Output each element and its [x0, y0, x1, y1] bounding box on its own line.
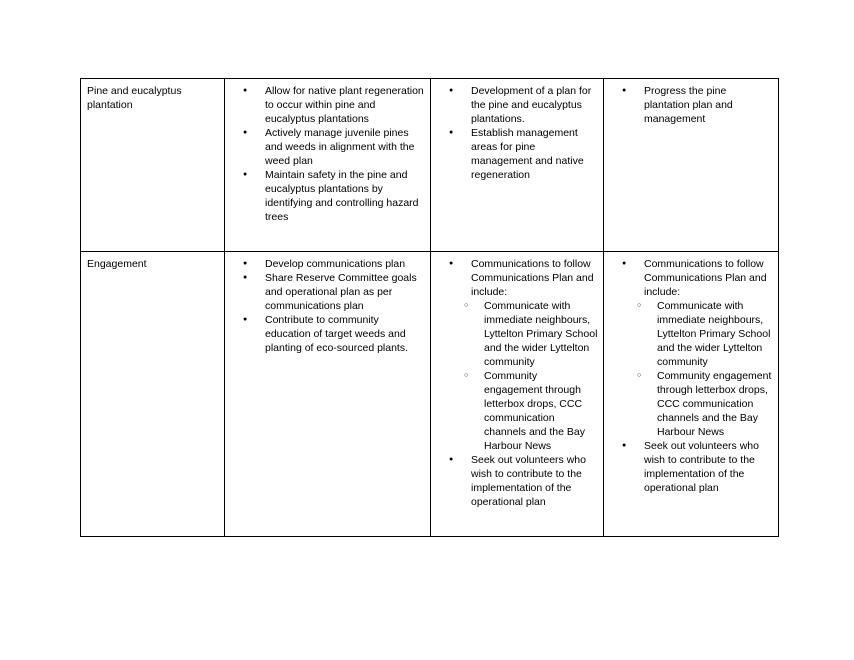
bullet-icon: ●: [449, 87, 454, 94]
list-item-text: Progress the pine plantation plan and management: [644, 85, 733, 125]
row-label-cell: Pine and eucalyptus plantation: [81, 79, 225, 252]
sub-list-item: [436, 369, 598, 453]
list-item: [436, 84, 598, 126]
list-item-text: Seek out volunteers who wish to contribute to the implementation of the operational plan: [471, 454, 586, 508]
sub-list-item: [609, 369, 773, 439]
bullet-icon: ●: [622, 87, 627, 94]
bullet-icon: ●: [622, 260, 627, 267]
bullet-icon: ●: [243, 260, 248, 267]
circle-bullet-icon: ○: [464, 302, 469, 309]
plan-cell: [431, 79, 604, 252]
bullet-list: [609, 84, 773, 126]
bullet-icon: ●: [243, 129, 248, 136]
list-item: [230, 257, 425, 271]
list-item-text: Share Reserve Committee goals and operational plan as per communications plan: [265, 272, 417, 312]
bullet-list: [436, 257, 598, 509]
list-item-text: Contribute to community education of target weeds and planting of eco-sourced plants.: [265, 314, 409, 354]
list-item: [609, 84, 773, 126]
list-item: [609, 257, 773, 299]
list-item: [436, 126, 598, 182]
bullet-icon: ●: [243, 171, 248, 178]
list-item: [230, 84, 425, 126]
list-item: [230, 126, 425, 168]
list-item: [230, 313, 425, 355]
list-item: [436, 257, 598, 299]
list-item: [609, 439, 773, 495]
list-item-text: Communicate with immediate neighbours, Lyttelton Primary School and the wider Lyttelton community: [484, 300, 598, 368]
list-item-text: Development of a plan for the pine and eucalyptus plantations.: [471, 85, 592, 125]
row-label-cell: Engagement: [81, 252, 225, 537]
bullet-list: [609, 257, 773, 495]
plan-cell: [604, 79, 779, 252]
list-item-text: Communications to follow Communications Plan and include:: [471, 258, 594, 298]
list-item: [230, 168, 425, 224]
list-item: [230, 271, 425, 313]
plan-cell: [604, 252, 779, 537]
bullet-list: [436, 84, 598, 182]
circle-bullet-icon: ○: [637, 302, 642, 309]
bullet-icon: ●: [243, 87, 248, 94]
sub-list-item: [436, 299, 598, 369]
table-body: [81, 79, 779, 537]
bullet-icon: ●: [243, 316, 248, 323]
list-item-text: Allow for native plant regeneration to occur within pine and eucalyptus plantations: [265, 85, 424, 125]
bullet-icon: ●: [449, 456, 454, 463]
list-item-text: Community engagement through letterbox drops, CCC communication channels and the Bay Harbour News: [657, 370, 772, 438]
list-item-text: Actively manage juvenile pines and weeds in alignment with the weed plan: [265, 127, 415, 167]
bullet-list: [230, 257, 425, 355]
bullet-icon: ●: [243, 274, 248, 281]
list-item: [436, 453, 598, 509]
circle-bullet-icon: ○: [464, 372, 469, 379]
list-item-text: Establish management areas for pine management and native regeneration: [471, 127, 584, 181]
bullet-icon: ●: [449, 129, 454, 136]
operational-plan-table: [80, 78, 779, 537]
bullet-icon: ●: [449, 260, 454, 267]
list-item-text: Seek out volunteers who wish to contribute to the implementation of the operational plan: [644, 440, 759, 494]
plan-cell: [225, 79, 431, 252]
bullet-icon: ●: [622, 442, 627, 449]
list-item-text: Maintain safety in the pine and eucalyptus plantations by identifying and controlling hazard trees: [265, 169, 419, 223]
plan-cell: [431, 252, 604, 537]
plan-cell: [225, 252, 431, 537]
table-row: [81, 252, 779, 537]
table-row: [81, 79, 779, 252]
circle-bullet-icon: ○: [637, 372, 642, 379]
sub-list-item: [609, 299, 773, 369]
list-item-text: Communications to follow Communications Plan and include:: [644, 258, 767, 298]
list-item-text: Communicate with immediate neighbours, Lyttelton Primary School and the wider Lyttelton community: [657, 300, 771, 368]
bullet-list: [230, 84, 425, 224]
list-item-text: Develop communications plan: [265, 258, 406, 270]
list-item-text: Community engagement through letterbox drops, CCC communication channels and the Bay Harbour News: [484, 370, 585, 452]
